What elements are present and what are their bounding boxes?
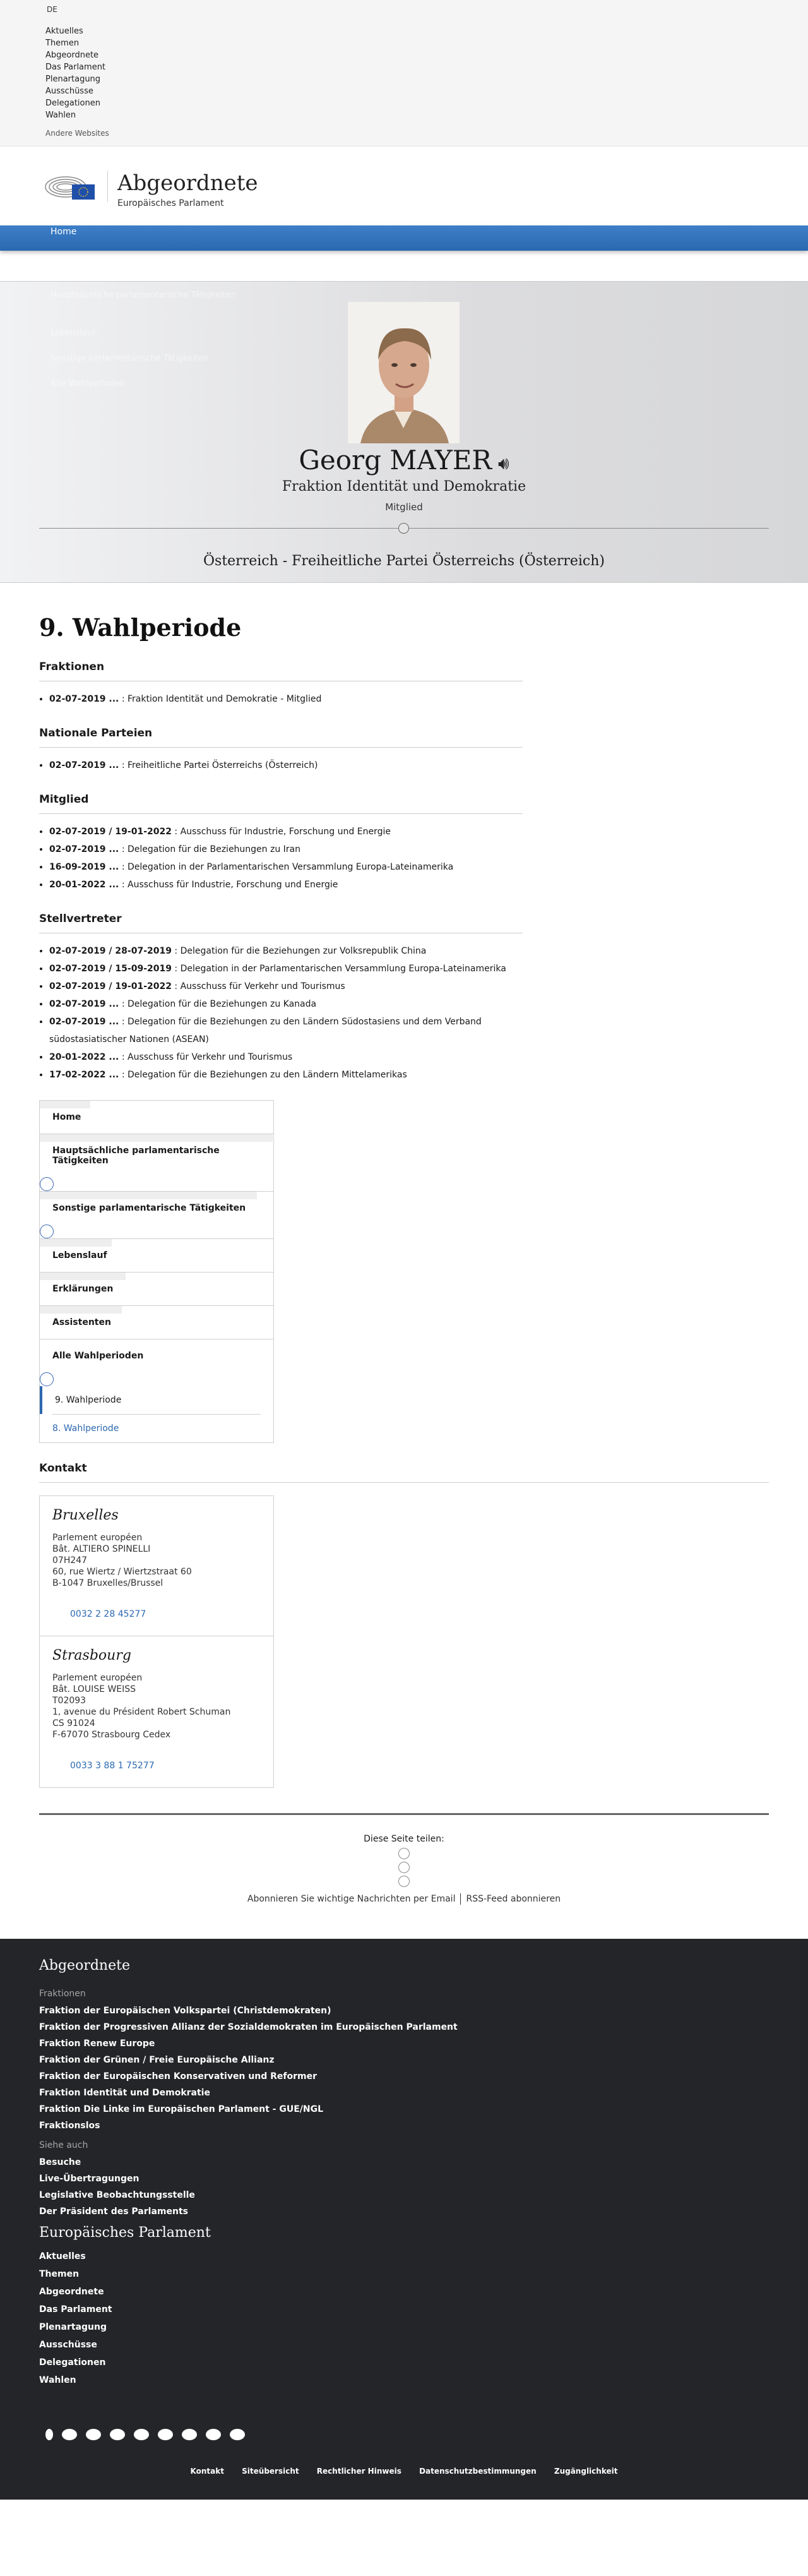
legal-link-sitemap[interactable]: Siteübersicht: [242, 2467, 299, 2476]
footer-ep-links: [39, 2251, 769, 2386]
list-item: [49, 960, 523, 978]
ghost-link-all-terms: Alle Wahlperioden: [50, 379, 125, 388]
top-nav-item-themen[interactable]: Themen: [45, 39, 80, 48]
membership-text: : Delegation für die Beziehungen zur Volksrepublik China: [171, 946, 427, 956]
sidenav-term-8[interactable]: 8. Wahlperiode: [52, 1414, 261, 1442]
share-divider: [39, 1813, 769, 1815]
language-selector[interactable]: DE: [47, 5, 57, 14]
membership-text: : Delegation für die Beziehungen zu den Ländern Mittelamerikas: [119, 1070, 407, 1080]
top-nav-item-delegationen[interactable]: Delegationen: [45, 99, 100, 108]
top-nav-item-aktuelles[interactable]: Aktuelles: [45, 27, 83, 36]
address-line: 60, rue Wiertz / Wiertzstraat 60: [52, 1567, 192, 1577]
membership-text: : Delegation für die Beziehungen zu den Ländern Südostasiens und dem Verband südostasiatischer Nationen (ASEAN): [49, 1017, 482, 1045]
share-section: [39, 1834, 769, 1887]
footer-ep-link[interactable]: Delegationen: [39, 2357, 106, 2368]
address-line: F-67070 Strasbourg Cedex: [52, 1730, 171, 1740]
legal-link-legal-notice[interactable]: Rechtlicher Hinweis: [316, 2467, 401, 2476]
site-header: [0, 147, 808, 225]
list-item: [49, 1013, 523, 1048]
membership-text: : Delegation für die Beziehungen zu Kanada: [119, 999, 317, 1009]
membership-date: 02-07-2019 / 19-01-2022: [49, 827, 172, 837]
share-email-icon[interactable]: [398, 1876, 410, 1887]
footer-group-link[interactable]: Fraktion der Europäischen Konservativen und Reformer: [39, 2071, 317, 2082]
sidenav-item-declarations[interactable]: [40, 1273, 273, 1306]
speaker-icon[interactable]: 🔊︎: [498, 453, 509, 474]
snapchat-icon[interactable]: [206, 2429, 221, 2440]
linkedin-icon[interactable]: [110, 2429, 125, 2440]
footer-ep-link[interactable]: Aktuelles: [39, 2251, 86, 2261]
collapse-toggle-icon[interactable]: [40, 1372, 54, 1386]
sidenav-item-all-terms[interactable]: [40, 1339, 273, 1386]
footer-title: Abgeordnete: [39, 1958, 130, 1974]
address-line: B-1047 Bruxelles/Brussel: [52, 1578, 163, 1588]
membership-text: : Fraktion Identität und Demokratie - Mitglied: [119, 694, 322, 704]
top-nav: [45, 25, 105, 121]
list-item: [49, 823, 523, 841]
legal-link-contact[interactable]: Kontakt: [190, 2467, 224, 2476]
membership-date: 02-07-2019 ...: [49, 844, 119, 854]
hero-divider-circle-icon: [398, 523, 409, 534]
list-item: [49, 1048, 523, 1066]
sidenav-highlight: [40, 1273, 126, 1280]
mitglied-list: [39, 823, 523, 894]
footer-ep-title: Europäisches Parlament: [39, 2225, 211, 2241]
list-item: [49, 858, 523, 876]
address-line: T02093: [52, 1696, 86, 1706]
list-item: [49, 1066, 523, 1084]
footer-group-link[interactable]: Fraktionslos: [39, 2121, 100, 2131]
share-facebook-icon[interactable]: [398, 1848, 410, 1859]
section-title-stellvertreter: Stellvertreter: [39, 913, 523, 933]
youtube-icon[interactable]: [134, 2429, 149, 2440]
membership-date: 02-07-2019 ...: [49, 694, 119, 704]
parteien-list: [39, 757, 523, 774]
address-line: Parlement européen: [52, 1673, 143, 1683]
list-item: [49, 995, 523, 1013]
site-footer: [0, 1939, 808, 2500]
footer-group-link[interactable]: Fraktion der Grünen / Freie Europäische Allianz: [39, 2055, 275, 2065]
sidenav-highlight: [40, 1239, 112, 1247]
footer-group-link[interactable]: Fraktion Identität und Demokratie: [39, 2088, 210, 2098]
footer-group-link[interactable]: Fraktion der Europäischen Volkspartei (Christdemokraten): [39, 2006, 331, 2016]
membership-date: 02-07-2019 ...: [49, 760, 119, 770]
mep-country-party: Österreich - Freiheitliche Partei Österreichs (Österreich): [203, 553, 605, 569]
brand-subtitle: Europäisches Parlament: [117, 198, 224, 208]
pinterest-icon[interactable]: [182, 2429, 197, 2440]
legal-link-accessibility[interactable]: Zugänglichkeit: [554, 2467, 618, 2476]
membership-date: 02-07-2019 ...: [49, 999, 119, 1009]
footer-see-also-link[interactable]: Der Präsident des Parlaments: [39, 2207, 188, 2217]
sidenav-item-assistants[interactable]: [40, 1306, 273, 1339]
sidenav-label: Sonstige parlamentarische Tätigkeiten: [52, 1203, 246, 1213]
legal-link-privacy[interactable]: Datenschutzbestimmungen: [419, 2467, 537, 2476]
office-city: Strasbourg: [52, 1648, 131, 1663]
office-city: Bruxelles: [52, 1507, 119, 1523]
footer-groups-list: [39, 2005, 769, 2131]
email-subscribe-link[interactable]: Abonnieren Sie wichtige Nachrichten per Email: [247, 1894, 456, 1904]
sidenav-label: Alle Wahlperioden: [52, 1351, 144, 1361]
membership-text: : Delegation für die Beziehungen zu Iran: [119, 844, 301, 854]
mep-political-group: Fraktion Identität und Demokratie: [282, 479, 526, 494]
mep-portrait: [348, 302, 460, 443]
brand-title[interactable]: Abgeordnete: [117, 171, 258, 196]
membership-text: : Ausschuss für Verkehr und Tourismus: [119, 1052, 293, 1062]
sidenav-label: Hauptsächliche parlamentarische Tätigkeiten: [52, 1146, 220, 1166]
ep-logo-icon[interactable]: [44, 171, 96, 201]
membership-text: : Freiheitliche Partei Österreichs (Österreich): [119, 760, 318, 770]
membership-date: 02-07-2019 ...: [49, 1017, 119, 1027]
membership-date: 20-01-2022 ...: [49, 880, 119, 890]
sidenav-highlight: [40, 1134, 275, 1142]
footer-legal-links: [0, 2467, 808, 2476]
share-label: Diese Seite teilen:: [364, 1834, 444, 1844]
footer-ep-link[interactable]: Abgeordnete: [39, 2287, 104, 2297]
footer-see-also-link[interactable]: Live-Übertragungen: [39, 2174, 140, 2184]
list-item: [49, 876, 523, 894]
ghost-link-main-activities: Hauptsächliche parlamentarische Tätigkeiten: [50, 291, 236, 300]
top-nav-item-wahlen[interactable]: Wahlen: [45, 111, 76, 120]
ghost-link-other-activities: Sonstige parlamentarische Tätigkeiten: [50, 354, 209, 363]
main-content: [0, 613, 808, 1905]
sidenav-term-9[interactable]: 9. Wahlperiode: [40, 1386, 273, 1414]
footer-see-also-label: Siehe auch: [39, 2140, 88, 2150]
address-line: Bât. LOUISE WEISS: [52, 1684, 136, 1694]
mep-hero: [0, 281, 808, 583]
twitter-icon[interactable]: [62, 2429, 77, 2440]
top-nav-item-plenartagung[interactable]: Plenartagung: [45, 75, 101, 84]
section-title-nationale-parteien: Nationale Parteien: [39, 727, 523, 748]
share-twitter-icon[interactable]: [398, 1862, 410, 1873]
contact-title: Kontakt: [39, 1462, 769, 1483]
list-item: [49, 942, 523, 960]
membership-date: 17-02-2022 ...: [49, 1070, 119, 1080]
footer-ep-link[interactable]: Ausschüsse: [39, 2340, 97, 2350]
membership-text: : Ausschuss für Industrie, Forschung und Energie: [119, 880, 338, 890]
sidenav-label: Lebenslauf: [52, 1250, 107, 1261]
address-line: 1, avenue du Président Robert Schuman: [52, 1707, 231, 1717]
list-item: [49, 978, 523, 995]
rss-subscribe-link[interactable]: RSS-Feed abonnieren: [466, 1894, 561, 1904]
address-line: Parlement européen: [52, 1533, 143, 1543]
subscribe-links: [39, 1893, 769, 1905]
sidenav-item-home[interactable]: [40, 1101, 273, 1134]
top-nav-item-abgeordnete[interactable]: Abgeordnete: [45, 51, 99, 60]
footer-see-also-link[interactable]: Besuche: [39, 2157, 81, 2167]
address-line: Bât. ALTIERO SPINELLI: [52, 1544, 151, 1554]
membership-date: 02-07-2019 / 15-09-2019: [49, 964, 172, 974]
sidenav-highlight: [40, 1192, 257, 1199]
membership-date: 02-07-2019 / 19-01-2022: [49, 981, 172, 991]
footer-groups-label: Fraktionen: [39, 1989, 86, 1999]
list-item: [49, 757, 523, 774]
mep-role: Mitglied: [385, 501, 423, 513]
stellvertreter-list: [39, 942, 523, 1084]
phone-link[interactable]: 0032 2 28 45277: [70, 1609, 146, 1619]
footer-group-link[interactable]: Fraktion Renew Europe: [39, 2039, 155, 2049]
term-title: 9. Wahlperiode: [39, 613, 242, 642]
mep-side-nav: [39, 1100, 274, 1443]
membership-text: : Delegation in der Parlamentarischen Versammlung Europa-Lateinamerika: [171, 964, 506, 974]
expand-toggle-icon[interactable]: [40, 1177, 54, 1191]
sidenav-label: Assistenten: [52, 1317, 111, 1327]
instagram-icon[interactable]: [158, 2429, 173, 2440]
phone-link[interactable]: 0033 3 88 1 75277: [70, 1761, 155, 1771]
other-sites-link[interactable]: Andere Websites: [45, 129, 109, 138]
section-title-mitglied: Mitglied: [39, 793, 523, 814]
footer-group-link[interactable]: Fraktion der Progressiven Allianz der Sozialdemokraten im Europäischen Parlament: [39, 2022, 458, 2032]
sidenav-highlight: [40, 1101, 90, 1108]
footer-ep-link[interactable]: Das Parlament: [39, 2304, 112, 2315]
nav-home-link[interactable]: Home: [50, 227, 77, 237]
membership-text: : Delegation in der Parlamentarischen Versammlung Europa-Lateinamerika: [119, 862, 454, 872]
membership-date: 16-09-2019 ...: [49, 862, 119, 872]
list-item: [49, 841, 523, 858]
sidenav-item-main-activities[interactable]: [40, 1134, 273, 1192]
footer-ep-link[interactable]: Plenartagung: [39, 2322, 107, 2332]
section-title-fraktionen: Fraktionen: [39, 661, 523, 681]
ghost-link-cv: Lebenslauf: [50, 328, 95, 338]
mep-name-heading: [0, 445, 808, 476]
facebook-icon[interactable]: [45, 2429, 53, 2440]
footer-see-also-list: [39, 2157, 769, 2217]
footer-ep-link[interactable]: Wahlen: [39, 2375, 76, 2385]
sidenav-item-other-activities[interactable]: [40, 1192, 273, 1239]
flickr-icon[interactable]: [86, 2429, 101, 2440]
contact-box: [39, 1495, 274, 1788]
expand-toggle-icon[interactable]: [40, 1225, 54, 1238]
membership-date: 02-07-2019 / 28-07-2019: [49, 946, 172, 956]
footer-ep-link[interactable]: Themen: [39, 2269, 80, 2279]
brand-divider: [107, 171, 108, 202]
main-nav-bar: [0, 225, 808, 251]
membership-text: : Ausschuss für Verkehr und Tourismus: [171, 981, 345, 991]
footer-see-also-link[interactable]: Legislative Beobachtungsstelle: [39, 2190, 195, 2200]
office-bruxelles: [40, 1496, 273, 1636]
subscribe-separator: [460, 1893, 461, 1905]
address-line: CS 91024: [52, 1718, 95, 1728]
list-item: [49, 690, 523, 708]
footer-group-link[interactable]: Fraktion Die Linke im Europäischen Parlament - GUE/NGL: [39, 2104, 324, 2114]
top-nav-item-parlament[interactable]: Das Parlament: [45, 63, 106, 72]
mep-name: Georg MAYER: [299, 445, 492, 476]
membership-date: 20-01-2022 ...: [49, 1052, 119, 1062]
sidenav-highlight: [40, 1306, 122, 1314]
sidenav-label: Erklärungen: [52, 1284, 114, 1294]
top-strip: [0, 0, 808, 147]
top-nav-item-ausschuesse[interactable]: Ausschüsse: [45, 87, 93, 96]
footer-social-icons: [45, 2429, 245, 2440]
sidenav-label: Home: [52, 1112, 81, 1122]
fraktionen-list: [39, 690, 523, 708]
sidenav-item-cv[interactable]: [40, 1239, 273, 1273]
address-line: 07H247: [52, 1555, 88, 1566]
office-strasbourg: [40, 1636, 273, 1787]
reddit-icon[interactable]: [230, 2429, 245, 2440]
membership-text: : Ausschuss für Industrie, Forschung und Energie: [171, 827, 391, 837]
